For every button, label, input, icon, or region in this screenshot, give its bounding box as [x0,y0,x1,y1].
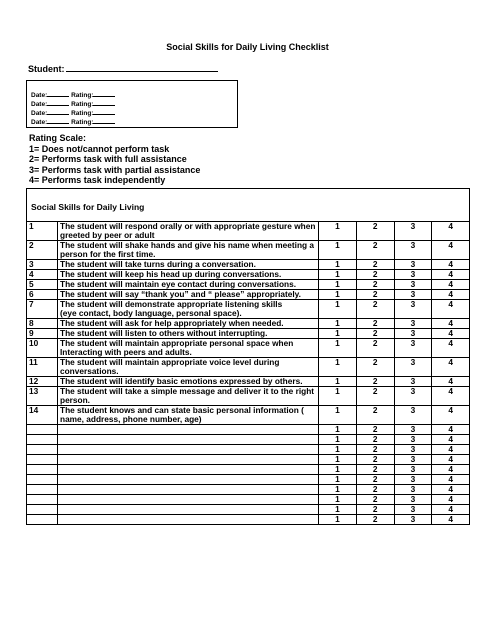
rating-option[interactable]: 3 [394,377,432,387]
rating-option[interactable]: 2 [356,358,394,377]
rating-option[interactable]: 3 [394,300,432,319]
task-number: 9 [27,329,58,339]
rating-option[interactable]: 1 [319,435,357,445]
rating-option[interactable]: 1 [319,222,357,241]
task-description: The student will shake hands and give his name when meeting a person for the first time. [58,241,319,260]
blank-task-cell[interactable] [58,455,319,465]
rating-option[interactable]: 1 [319,445,357,455]
rating-option[interactable]: 2 [356,222,394,241]
rating-option[interactable]: 2 [356,515,394,525]
rating-option[interactable]: 4 [432,280,470,290]
table-row [27,260,470,270]
rating-option[interactable]: 4 [432,515,470,525]
rating-option[interactable]: 4 [432,505,470,515]
blank-table-row [27,455,470,465]
task-description: The student will maintain eye contact during conversations. [58,280,319,290]
rating-option[interactable]: 1 [319,339,357,358]
rating-option[interactable]: 4 [432,241,470,260]
rating-option[interactable]: 4 [432,270,470,280]
task-number: 8 [27,319,58,329]
rating-option[interactable]: 1 [319,270,357,280]
rating-option[interactable]: 3 [394,241,432,260]
task-description: The student will say “thank you” and “ please” appropriately. [58,290,319,300]
checklist-body [27,222,470,525]
blank-task-cell[interactable] [58,505,319,515]
task-description: The student will keep his head up during conversations. [58,270,319,280]
rating-option[interactable]: 1 [319,290,357,300]
rating-option[interactable]: 1 [319,387,357,406]
date-label: Date: [31,101,48,108]
task-description: The student will demonstrate appropriate listening skills (eye contact, body language, personal space). [58,300,319,319]
rating-option[interactable]: 3 [394,475,432,485]
date-row [31,108,115,117]
rating-option[interactable]: 2 [356,339,394,358]
rating-option[interactable]: 2 [356,445,394,455]
rating-option[interactable]: 2 [356,485,394,495]
rating-option[interactable]: 3 [394,270,432,280]
rating-scale-item: 4= Performs task independently [29,175,166,185]
rating-option[interactable]: 3 [394,445,432,455]
blank-number-cell[interactable] [27,505,58,515]
rating-option[interactable]: 2 [356,475,394,485]
rating-option[interactable]: 3 [394,339,432,358]
task-description: The student knows and can state basic personal information ( name, address, phone number, age) [58,406,319,425]
task-description: The student will maintain appropriate voice level during conversations. [58,358,319,377]
blank-task-cell[interactable] [58,515,319,525]
rating-option[interactable]: 1 [319,377,357,387]
blank-number-cell[interactable] [27,495,58,505]
date-blank[interactable] [47,117,69,124]
rating-option[interactable]: 2 [356,241,394,260]
student-name-line[interactable] [66,62,218,72]
rating-option[interactable]: 2 [356,300,394,319]
table-row [27,319,470,329]
table-row [27,300,470,319]
rating-scale-heading: Rating Scale: [29,133,87,143]
table-row [27,222,470,241]
table-row [27,290,470,300]
rating-option[interactable]: 3 [394,387,432,406]
blank-number-cell[interactable] [27,445,58,455]
rating-option[interactable]: 4 [432,465,470,475]
rating-option[interactable]: 3 [394,222,432,241]
rating-blank[interactable] [93,90,115,97]
rating-option[interactable]: 2 [356,329,394,339]
task-number: 13 [27,387,58,406]
blank-table-row [27,435,470,445]
rating-option[interactable]: 4 [432,475,470,485]
task-number: 14 [27,406,58,425]
date-label: Date: [31,119,48,126]
date-label: Date: [31,92,48,99]
task-description: The student will take turns during a conversation. [58,260,319,270]
rating-option[interactable]: 1 [319,260,357,270]
rating-option[interactable]: 4 [432,445,470,455]
rating-label: Rating: [71,92,94,99]
date-blank[interactable] [47,108,69,115]
task-number: 1 [27,222,58,241]
task-number: 12 [27,377,58,387]
blank-table-row [27,445,470,455]
rating-option[interactable]: 2 [356,425,394,435]
task-number: 11 [27,358,58,377]
blank-task-cell[interactable] [58,485,319,495]
task-description: The student will maintain appropriate personal space when Interacting with peers and adults. [58,339,319,358]
blank-table-row [27,465,470,475]
rating-option[interactable]: 4 [432,329,470,339]
date-row [31,99,115,108]
rating-option[interactable]: 1 [319,319,357,329]
rating-option[interactable]: 3 [394,425,432,435]
date-rating-box [26,80,238,128]
rating-option[interactable]: 3 [394,455,432,465]
table-row [27,270,470,280]
rating-label: Rating: [71,101,94,108]
rating-option[interactable]: 2 [356,280,394,290]
blank-number-cell[interactable] [27,475,58,485]
checklist-table [26,221,470,525]
blank-table-row [27,485,470,495]
rating-blank[interactable] [93,117,115,124]
rating-option[interactable]: 3 [394,485,432,495]
rating-option[interactable]: 2 [356,406,394,425]
rating-option[interactable]: 4 [432,319,470,329]
blank-task-cell[interactable] [58,435,319,445]
rating-option[interactable]: 1 [319,425,357,435]
rating-option[interactable]: 3 [394,280,432,290]
rating-scale [29,133,200,186]
rating-option[interactable]: 1 [319,515,357,525]
rating-option[interactable]: 4 [432,339,470,358]
rating-option[interactable]: 2 [356,495,394,505]
blank-task-cell[interactable] [58,445,319,455]
table-row [27,280,470,290]
rating-option[interactable]: 1 [319,280,357,290]
rating-option[interactable]: 2 [356,377,394,387]
rating-option[interactable]: 4 [432,455,470,465]
rating-option[interactable]: 4 [432,435,470,445]
rating-option[interactable]: 4 [432,495,470,505]
table-row [27,387,470,406]
date-blank[interactable] [47,90,69,97]
rating-option[interactable]: 1 [319,406,357,425]
rating-option[interactable]: 2 [356,260,394,270]
rating-option[interactable]: 1 [319,241,357,260]
rating-option[interactable]: 3 [394,290,432,300]
table-row [27,329,470,339]
task-description: The student will respond orally or with appropriate gesture when greeted by peer or adult [58,222,319,241]
rating-option[interactable]: 3 [394,358,432,377]
rating-label: Rating: [71,110,94,117]
rating-option[interactable]: 3 [394,260,432,270]
rating-option[interactable]: 4 [432,425,470,435]
blank-table-row [27,425,470,435]
rating-option[interactable]: 4 [432,387,470,406]
blank-table-row [27,495,470,505]
rating-option[interactable]: 1 [319,329,357,339]
table-row [27,358,470,377]
table-row [27,406,470,425]
rating-option[interactable]: 1 [319,485,357,495]
blank-table-row [27,515,470,525]
rating-option[interactable]: 4 [432,290,470,300]
date-row [31,90,115,99]
student-label: Student: [28,64,65,74]
rating-option[interactable]: 2 [356,319,394,329]
task-number: 4 [27,270,58,280]
task-description: The student will ask for help appropriately when needed. [58,319,319,329]
table-row [27,377,470,387]
rating-option[interactable]: 4 [432,377,470,387]
blank-table-row [27,475,470,485]
task-number: 7 [27,300,58,319]
task-number: 6 [27,290,58,300]
student-field [28,62,218,74]
rating-option[interactable]: 2 [356,387,394,406]
task-description: The student will take a simple message and deliver it to the right person. [58,387,319,406]
blank-number-cell[interactable] [27,435,58,445]
rating-option[interactable]: 2 [356,290,394,300]
rating-option[interactable]: 3 [394,495,432,505]
rating-option[interactable]: 3 [394,435,432,445]
rating-option[interactable]: 4 [432,406,470,425]
task-description: The student will listen to others without interrupting. [58,329,319,339]
task-description: The student will identify basic emotions expressed by others. [58,377,319,387]
blank-number-cell[interactable] [27,485,58,495]
rating-option[interactable]: 1 [319,495,357,505]
rating-scale-item: 1= Does not/cannot perform task [29,143,170,154]
rating-option[interactable]: 3 [394,406,432,425]
rating-option[interactable]: 3 [394,465,432,475]
rating-option[interactable]: 2 [356,505,394,515]
rating-option[interactable]: 2 [356,435,394,445]
date-blank[interactable] [47,99,69,106]
rating-option[interactable]: 4 [432,358,470,377]
blank-task-cell[interactable] [58,475,319,485]
blank-number-cell[interactable] [27,515,58,525]
rating-label: Rating: [71,119,94,126]
rating-scale-item: 3= Performs task with partial assistance [29,164,201,175]
rating-blank[interactable] [93,99,115,106]
rating-option[interactable]: 1 [319,300,357,319]
rating-option[interactable]: 2 [356,455,394,465]
rating-option[interactable]: 1 [319,505,357,515]
rating-scale-item: 2= Performs task with full assistance [29,154,187,164]
rating-option[interactable]: 4 [432,260,470,270]
rating-option[interactable]: 2 [356,270,394,280]
rating-option[interactable]: 4 [432,300,470,319]
blank-number-cell[interactable] [27,455,58,465]
rating-option[interactable]: 3 [394,319,432,329]
page-title: Social Skills for Daily Living Checklist [166,42,329,52]
table-row [27,241,470,260]
blank-number-cell[interactable] [27,425,58,435]
blank-number-cell[interactable] [27,465,58,475]
task-number: 10 [27,339,58,358]
rating-option[interactable]: 1 [319,475,357,485]
blank-task-cell[interactable] [58,495,319,505]
task-number: 2 [27,241,58,260]
rating-option[interactable]: 1 [319,455,357,465]
rating-option[interactable]: 4 [432,222,470,241]
rating-option[interactable]: 3 [394,329,432,339]
rating-blank[interactable] [93,108,115,115]
rating-option[interactable]: 3 [394,505,432,515]
table-row [27,339,470,358]
rating-option[interactable]: 3 [394,515,432,525]
rating-option[interactable]: 1 [319,465,357,475]
task-number: 3 [27,260,58,270]
rating-option[interactable]: 4 [432,485,470,495]
task-number: 5 [27,280,58,290]
rating-option[interactable]: 1 [319,358,357,377]
blank-table-row [27,505,470,515]
date-row [31,117,115,126]
blank-task-cell[interactable] [58,425,319,435]
blank-task-cell[interactable] [58,465,319,475]
rating-option[interactable]: 2 [356,465,394,475]
section-title: Social Skills for Daily Living [31,202,145,212]
date-label: Date: [31,110,48,117]
